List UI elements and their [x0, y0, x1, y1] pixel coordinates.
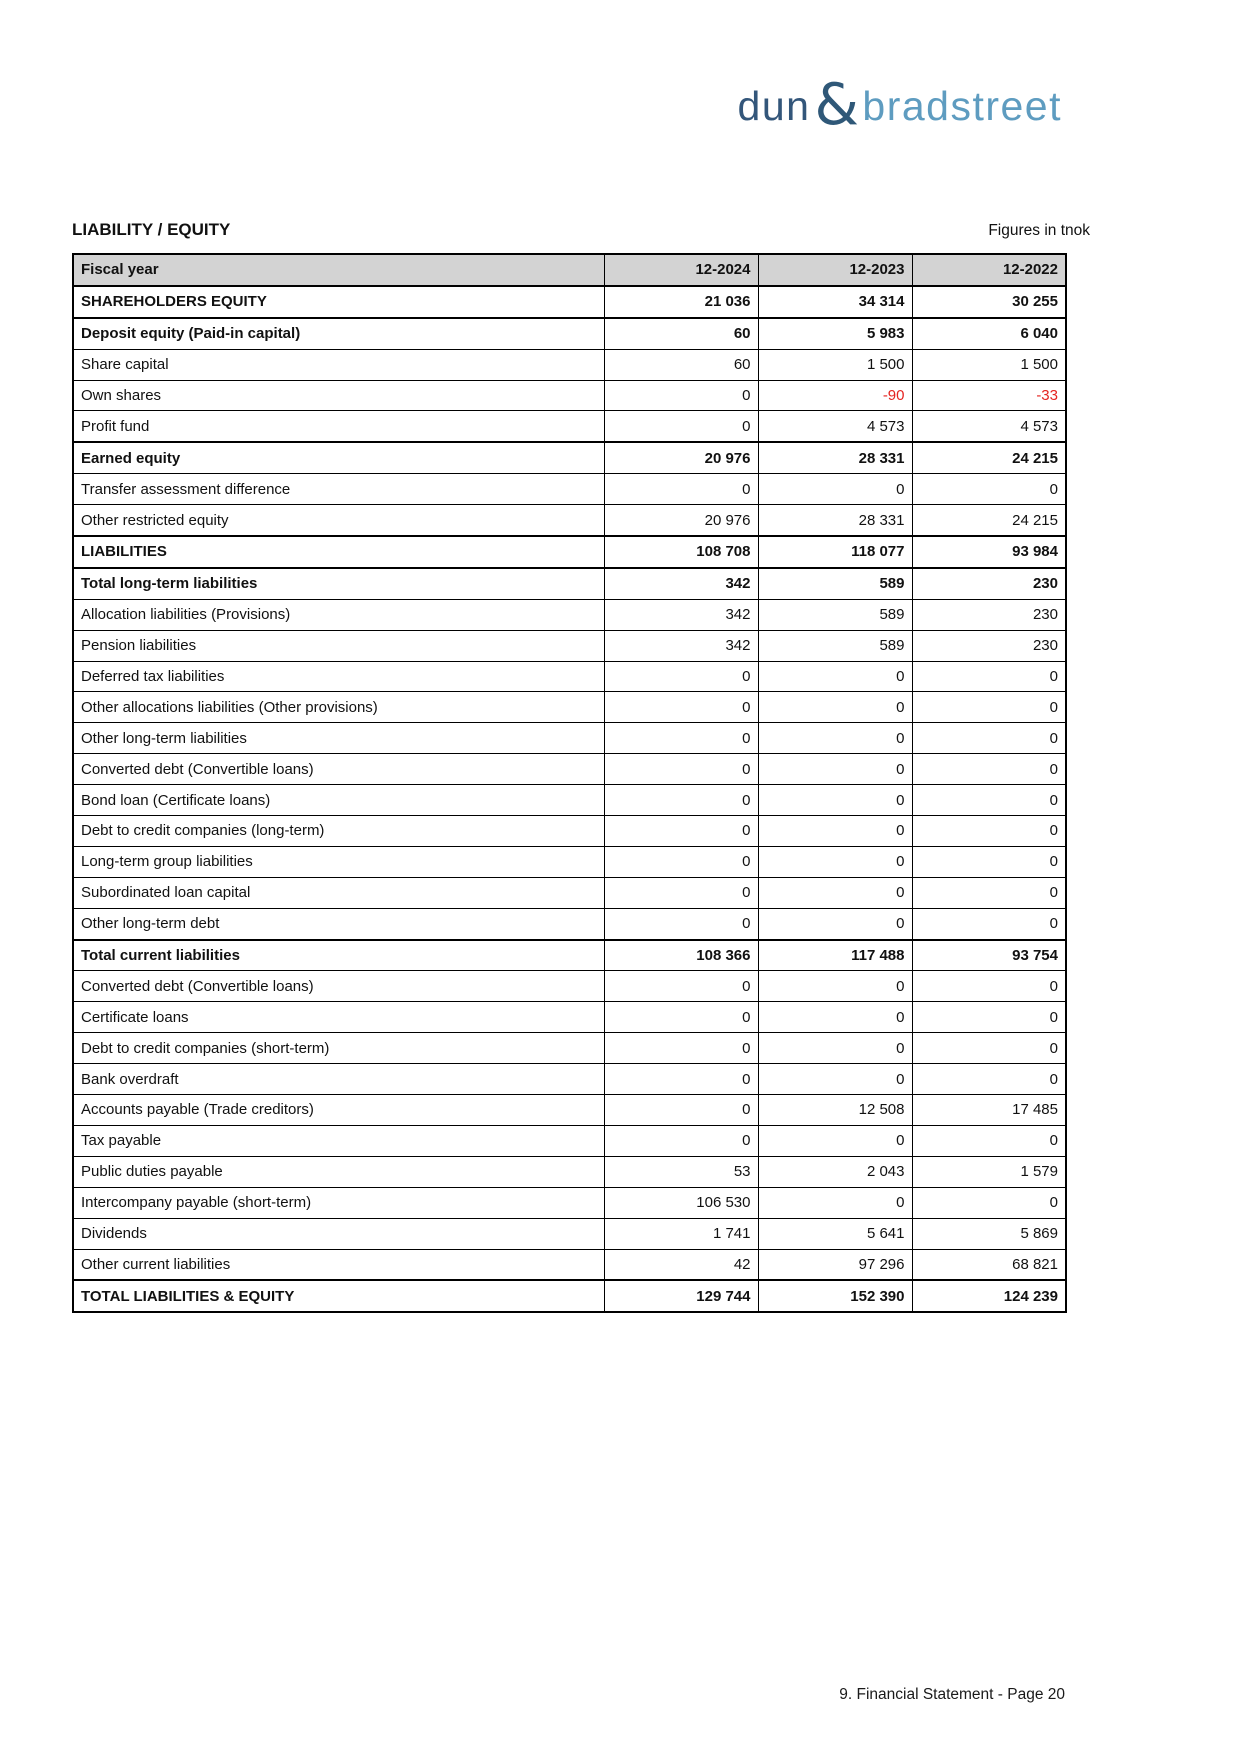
- table-row: [73, 846, 1066, 877]
- row-value: 0: [604, 723, 758, 754]
- row-value: 5 869: [912, 1218, 1066, 1249]
- row-value: 0: [758, 971, 912, 1002]
- row-value: 0: [758, 754, 912, 785]
- row-value: 0: [604, 846, 758, 877]
- row-value: 0: [758, 723, 912, 754]
- row-value: 589: [758, 599, 912, 630]
- row-label: Other current liabilities: [73, 1249, 604, 1280]
- column-header-2024: 12-2024: [604, 254, 758, 286]
- table-row: [73, 1156, 1066, 1187]
- logo-text-dun: dun: [737, 83, 811, 129]
- row-value: 68 821: [912, 1249, 1066, 1280]
- dun-and-bradstreet-logo: [737, 68, 1062, 138]
- financial-table-body: [73, 286, 1066, 1312]
- row-value: 0: [758, 1033, 912, 1064]
- row-label: Converted debt (Convertible loans): [73, 971, 604, 1002]
- row-value: 30 255: [912, 286, 1066, 318]
- row-value: 0: [604, 692, 758, 723]
- unit-note: Figures in tnok: [988, 222, 1090, 239]
- table-row: [73, 877, 1066, 908]
- table-row: [73, 286, 1066, 318]
- row-label: Other long-term liabilities: [73, 723, 604, 754]
- table-row: [73, 816, 1066, 847]
- row-value: 5 641: [758, 1218, 912, 1249]
- row-value: 60: [604, 318, 758, 349]
- table-row: [73, 380, 1066, 411]
- row-value: 230: [912, 630, 1066, 661]
- row-value: 1 500: [912, 349, 1066, 380]
- row-value: 0: [604, 1033, 758, 1064]
- row-value: -33: [912, 380, 1066, 411]
- row-value: 0: [912, 1064, 1066, 1095]
- liability-equity-table: [72, 253, 1067, 1313]
- row-value: 342: [604, 568, 758, 599]
- table-row: [73, 940, 1066, 971]
- row-value: 0: [604, 411, 758, 442]
- row-value: 230: [912, 568, 1066, 599]
- row-label: Debt to credit companies (long-term): [73, 816, 604, 847]
- row-label: Certificate loans: [73, 1002, 604, 1033]
- table-row: [73, 1249, 1066, 1280]
- column-header-2023: 12-2023: [758, 254, 912, 286]
- table-row: [73, 971, 1066, 1002]
- row-label: Public duties payable: [73, 1156, 604, 1187]
- row-label: Allocation liabilities (Provisions): [73, 599, 604, 630]
- row-value: 0: [758, 785, 912, 816]
- row-value: 0: [758, 1064, 912, 1095]
- row-value: 1 500: [758, 349, 912, 380]
- table-row: [73, 692, 1066, 723]
- row-value: 20 976: [604, 505, 758, 536]
- row-value: 0: [912, 785, 1066, 816]
- row-value: 0: [758, 1187, 912, 1218]
- row-value: 1 741: [604, 1218, 758, 1249]
- table-row: [73, 568, 1066, 599]
- table-row: [73, 630, 1066, 661]
- row-label: Own shares: [73, 380, 604, 411]
- row-value: 0: [604, 785, 758, 816]
- heading-line: [72, 220, 1090, 240]
- row-value: 230: [912, 599, 1066, 630]
- row-value: 0: [912, 846, 1066, 877]
- row-value: 106 530: [604, 1187, 758, 1218]
- row-label: Debt to credit companies (short-term): [73, 1033, 604, 1064]
- table-row: [73, 661, 1066, 692]
- row-value: 6 040: [912, 318, 1066, 349]
- table-row: [73, 599, 1066, 630]
- row-label: Share capital: [73, 349, 604, 380]
- row-value: 589: [758, 568, 912, 599]
- table-row: [73, 723, 1066, 754]
- row-value: 0: [912, 754, 1066, 785]
- row-value: 129 744: [604, 1280, 758, 1312]
- row-value: 0: [912, 877, 1066, 908]
- row-label: Profit fund: [73, 411, 604, 442]
- row-value: 53: [604, 1156, 758, 1187]
- row-value: 0: [604, 971, 758, 1002]
- row-value: 0: [604, 1095, 758, 1126]
- row-value: 342: [604, 630, 758, 661]
- row-label: Total long-term liabilities: [73, 568, 604, 599]
- row-value: 24 215: [912, 505, 1066, 536]
- row-value: 0: [604, 1002, 758, 1033]
- row-value: 97 296: [758, 1249, 912, 1280]
- row-value: 589: [758, 630, 912, 661]
- row-value: 42: [604, 1249, 758, 1280]
- row-value: 93 754: [912, 940, 1066, 971]
- row-label: Transfer assessment difference: [73, 474, 604, 505]
- table-row: [73, 411, 1066, 442]
- row-label: Tax payable: [73, 1125, 604, 1156]
- table-row: [73, 785, 1066, 816]
- row-value: 0: [912, 1125, 1066, 1156]
- row-value: 0: [912, 692, 1066, 723]
- row-label: Other long-term debt: [73, 908, 604, 939]
- table-row: [73, 1002, 1066, 1033]
- row-value: 5 983: [758, 318, 912, 349]
- row-value: 0: [604, 380, 758, 411]
- row-value: 4 573: [912, 411, 1066, 442]
- page-footer: 9. Financial Statement - Page 20: [839, 1686, 1065, 1703]
- row-value: 12 508: [758, 1095, 912, 1126]
- row-value: 28 331: [758, 442, 912, 473]
- row-label: Deposit equity (Paid-in capital): [73, 318, 604, 349]
- row-value: 0: [758, 816, 912, 847]
- table-row: [73, 1064, 1066, 1095]
- row-label: Pension liabilities: [73, 630, 604, 661]
- row-value: 0: [912, 474, 1066, 505]
- row-label: Bank overdraft: [73, 1064, 604, 1095]
- row-value: 21 036: [604, 286, 758, 318]
- row-value: 152 390: [758, 1280, 912, 1312]
- row-value: 117 488: [758, 940, 912, 971]
- table-row: [73, 1095, 1066, 1126]
- table-row: [73, 536, 1066, 568]
- row-label: Long-term group liabilities: [73, 846, 604, 877]
- row-value: 0: [604, 877, 758, 908]
- row-label: Converted debt (Convertible loans): [73, 754, 604, 785]
- row-label: Other restricted equity: [73, 505, 604, 536]
- row-value: 0: [604, 908, 758, 939]
- row-value: 4 573: [758, 411, 912, 442]
- row-label: Total current liabilities: [73, 940, 604, 971]
- row-value: 0: [912, 1033, 1066, 1064]
- row-value: 0: [912, 816, 1066, 847]
- table-row: [73, 1033, 1066, 1064]
- row-value: 108 366: [604, 940, 758, 971]
- row-value: 0: [758, 1002, 912, 1033]
- row-value: 0: [912, 971, 1066, 1002]
- row-value: 0: [604, 816, 758, 847]
- row-value: 0: [758, 908, 912, 939]
- column-header-2022: 12-2022: [912, 254, 1066, 286]
- row-label: Bond loan (Certificate loans): [73, 785, 604, 816]
- row-value: 0: [912, 723, 1066, 754]
- row-value: 1 579: [912, 1156, 1066, 1187]
- row-label: TOTAL LIABILITIES & EQUITY: [73, 1280, 604, 1312]
- row-label: Intercompany payable (short-term): [73, 1187, 604, 1218]
- page-title: LIABILITY / EQUITY: [72, 220, 231, 239]
- row-label: Subordinated loan capital: [73, 877, 604, 908]
- row-value: 0: [912, 1187, 1066, 1218]
- table-row: [73, 754, 1066, 785]
- row-value: 0: [758, 877, 912, 908]
- row-value: 0: [758, 692, 912, 723]
- table-row: [73, 349, 1066, 380]
- row-value: 28 331: [758, 505, 912, 536]
- row-label: Deferred tax liabilities: [73, 661, 604, 692]
- row-value: 0: [604, 1064, 758, 1095]
- row-value: 342: [604, 599, 758, 630]
- row-label: Other allocations liabilities (Other provisions): [73, 692, 604, 723]
- row-value: 0: [912, 908, 1066, 939]
- row-value: -90: [758, 380, 912, 411]
- ampersand-icon: &: [814, 72, 861, 138]
- row-value: 0: [604, 754, 758, 785]
- row-value: 34 314: [758, 286, 912, 318]
- fiscal-year-header-row: [73, 254, 1066, 286]
- table-row: [73, 474, 1066, 505]
- row-value: 20 976: [604, 442, 758, 473]
- row-value: 0: [604, 1125, 758, 1156]
- row-value: 118 077: [758, 536, 912, 568]
- row-value: 0: [758, 661, 912, 692]
- row-label: LIABILITIES: [73, 536, 604, 568]
- table-row: [73, 1218, 1066, 1249]
- row-value: 0: [604, 661, 758, 692]
- table-row: [73, 1125, 1066, 1156]
- row-value: 0: [912, 1002, 1066, 1033]
- row-value: 2 043: [758, 1156, 912, 1187]
- row-value: 0: [758, 474, 912, 505]
- row-value: 24 215: [912, 442, 1066, 473]
- row-value: 60: [604, 349, 758, 380]
- row-value: 0: [758, 1125, 912, 1156]
- row-value: 0: [604, 474, 758, 505]
- table-row: [73, 318, 1066, 349]
- row-value: 0: [758, 846, 912, 877]
- table-row: [73, 442, 1066, 473]
- row-label: Earned equity: [73, 442, 604, 473]
- row-value: 124 239: [912, 1280, 1066, 1312]
- fiscal-year-label: Fiscal year: [73, 254, 604, 286]
- row-value: 0: [912, 661, 1066, 692]
- logo-text-bradstreet: bradstreet: [862, 83, 1062, 129]
- row-label: Accounts payable (Trade creditors): [73, 1095, 604, 1126]
- row-label: Dividends: [73, 1218, 604, 1249]
- table-row: [73, 908, 1066, 939]
- table-row: [73, 1280, 1066, 1312]
- row-value: 17 485: [912, 1095, 1066, 1126]
- row-value: 108 708: [604, 536, 758, 568]
- table-row: [73, 505, 1066, 536]
- row-label: SHAREHOLDERS EQUITY: [73, 286, 604, 318]
- row-value: 93 984: [912, 536, 1066, 568]
- table-row: [73, 1187, 1066, 1218]
